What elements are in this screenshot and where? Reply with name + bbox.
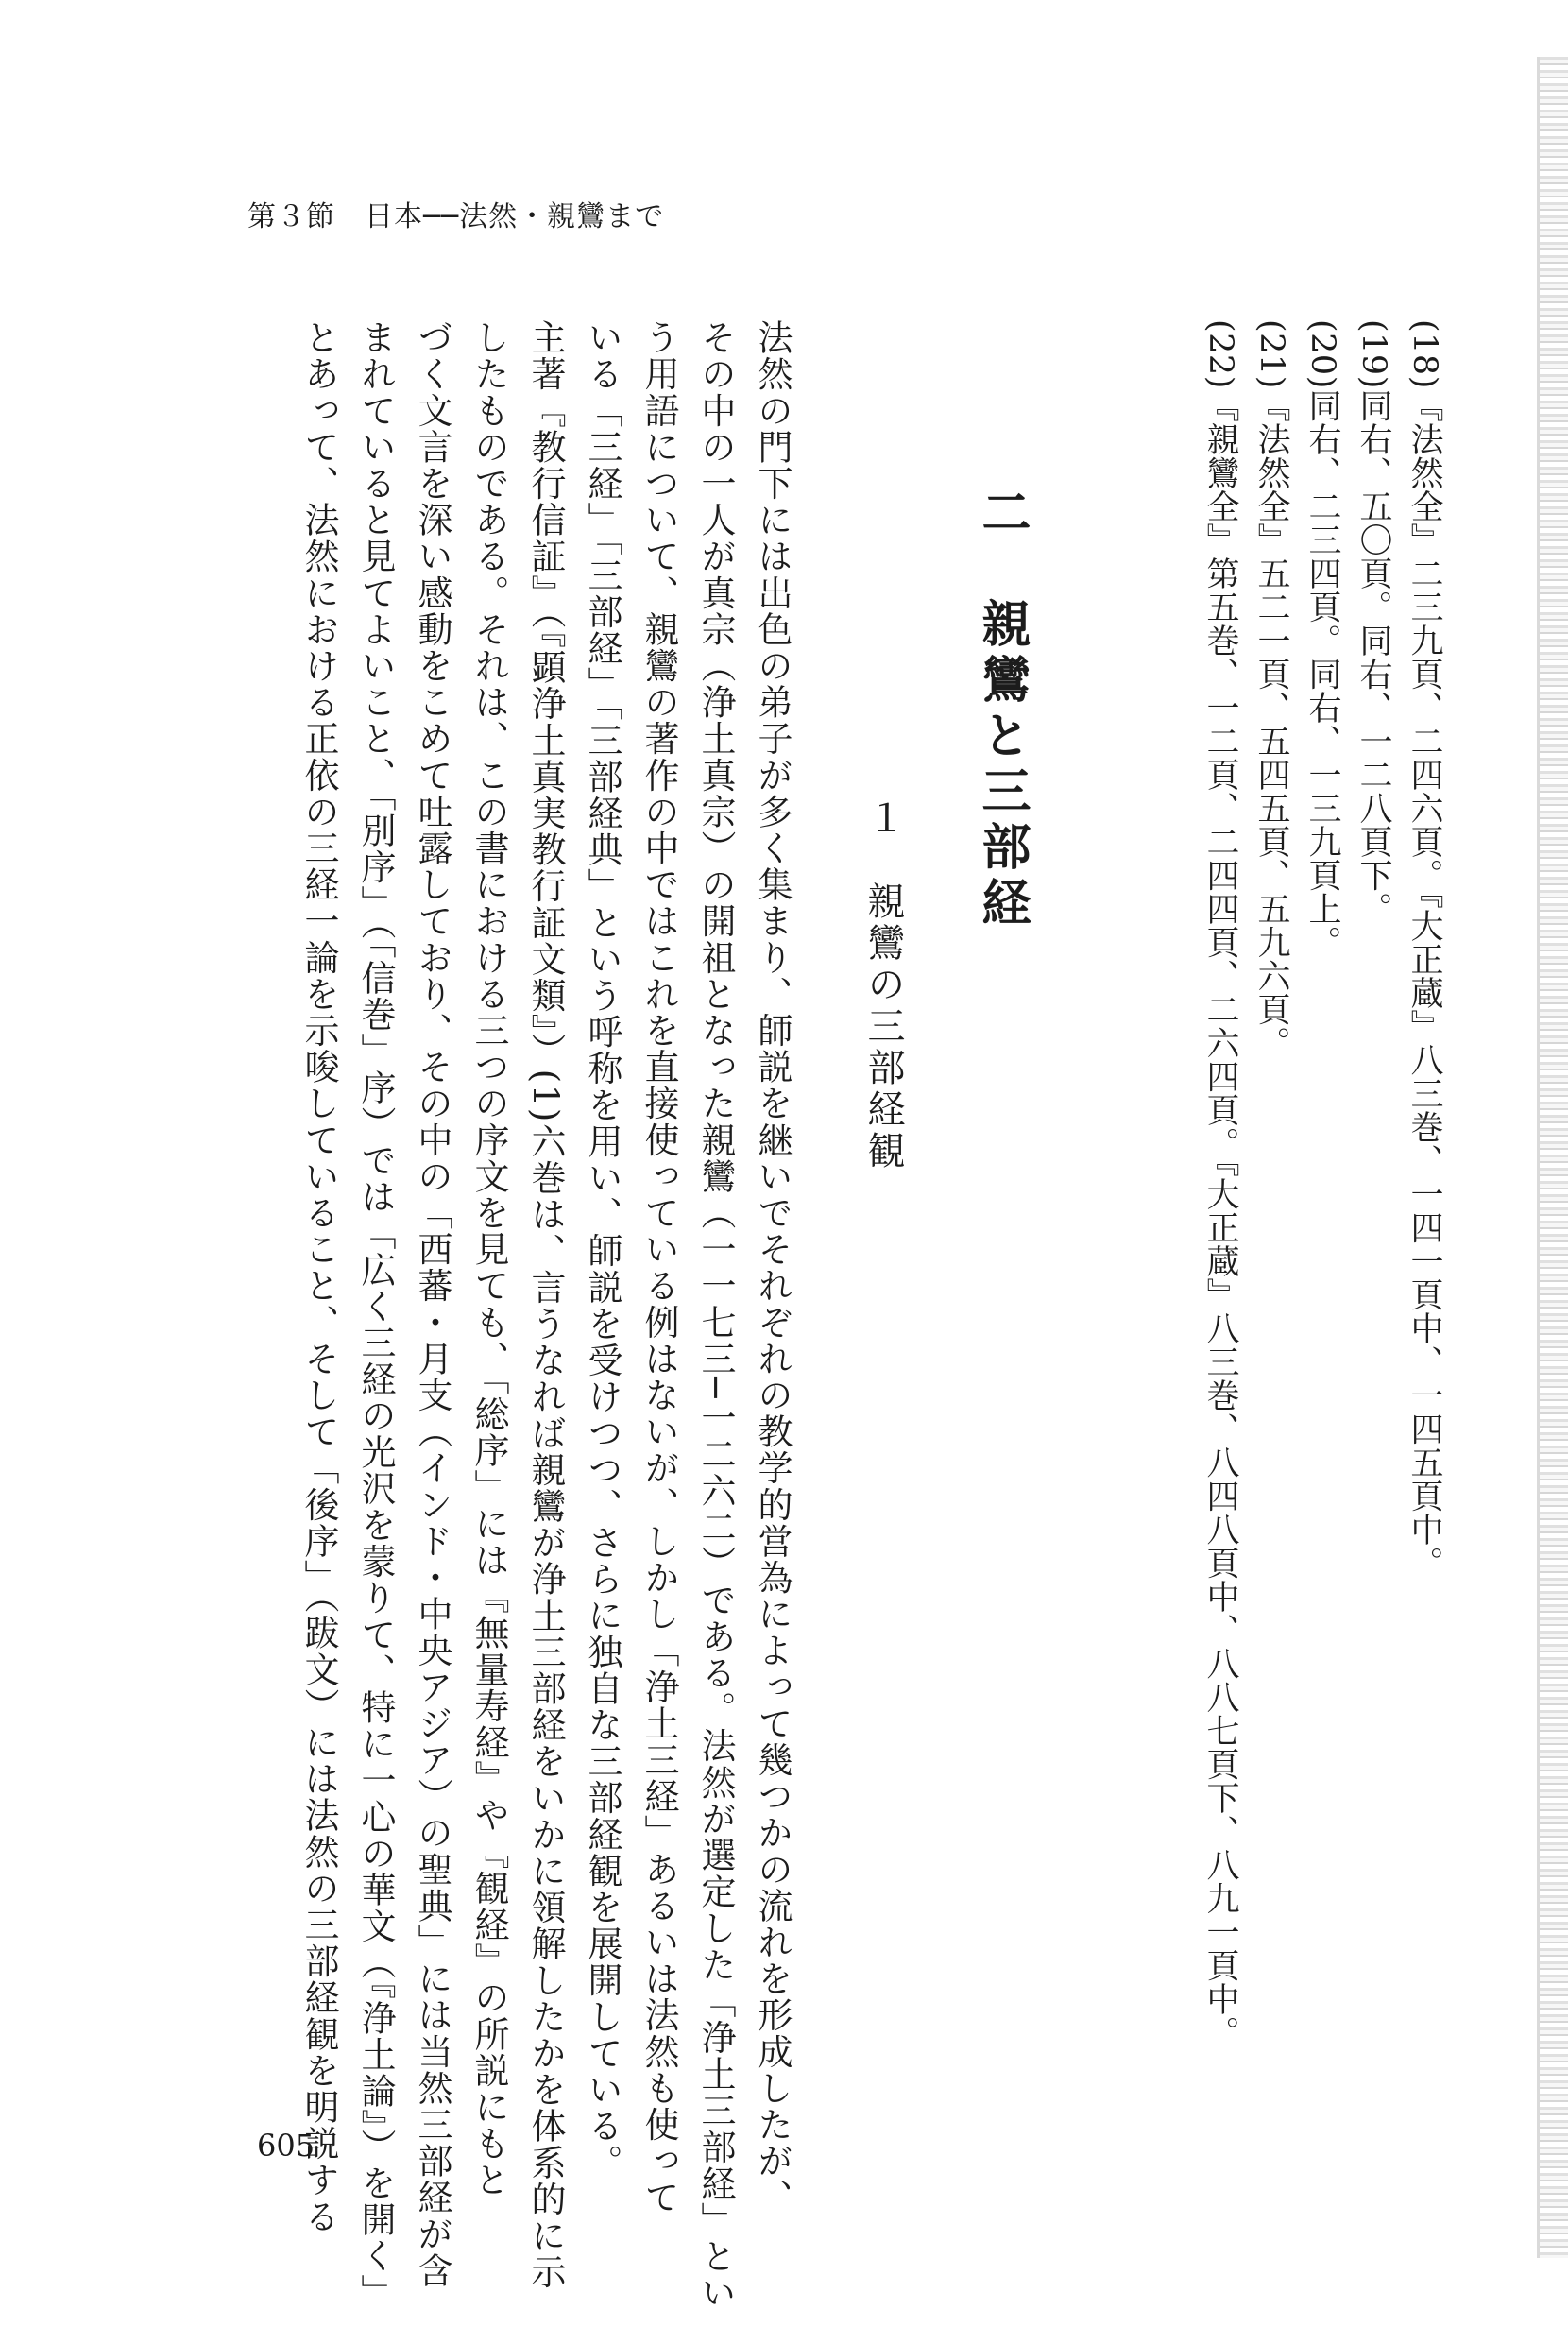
subsection-title: １ 親鸞の三部経観 [861, 798, 905, 1172]
body-line-1: 法然の門下には出色の弟子が多く集まり、師説を継いでそれぞれの教学的営為によって幾つかの流れを形成したが、 [752, 319, 793, 2216]
footnote-18: (18)『法然全』二三九頁、二四六頁。『大正蔵』八三巻、一四一頁中、一四五頁中。 [1406, 319, 1443, 1581]
footnote-20: (20)同右、二三四頁。同右、一三九頁上。 [1304, 319, 1341, 960]
scan-edge [1540, 57, 1568, 2258]
body-line-3: う用語について、親鸞の著作の中ではこれを直接使っている例はないが、しかし「浄土三経」あるいは法然も使って [639, 319, 679, 2216]
body-line-9: とあって、法然における正依の三経一論を示唆していること、そして「後序」（跋文）には法然の三部経観を明説する [298, 319, 339, 2235]
footnote-21: (21)『法然全』五二一頁、五四五頁、五九六頁。 [1253, 319, 1290, 1060]
footnote-19: (19)同右、五〇頁。同右、一二八頁下。 [1355, 319, 1392, 926]
body-line-5: 主著『教行信証』（『顕浄土真実教行証文類』）(1)六巻は、言うなれば親鸞が浄土三部経をいかに領解したかを体系的に示 [525, 319, 566, 2291]
section-title: 二 親鸞と三部経 [973, 487, 1031, 932]
body-line-8: まれていると見てよいこと、「別序」（「信巻」序）では「広く三経の光沢を蒙りて、特に一心の華文（『浄土論』）を開く」 [355, 319, 396, 2311]
body-line-4: いる「三経」「三部経」「三部経典」という呼称を用い、師説を受けつつ、さらに独自な三部経観を展開している。 [582, 319, 622, 2181]
running-header: 第３節 日本──法然・親鸞まで [247, 200, 665, 233]
body-line-2: その中の一人が真宗（浄土真宗）の開祖となった親鸞（一一七三─一二六二）である。法然が選定した「浄土三部経」とい [695, 319, 736, 2312]
body-line-7: づく文言を深い感動をこめて吐露しており、その中の「西蕃・月支（インド・中央アジア）の聖典」には当然三部経が含 [412, 319, 452, 2289]
scan-edge-line [1537, 57, 1540, 2258]
body-line-6: したものである。それは、この書における三つの序文を見ても、「総序」には『無量寿経』や『観経』の所説にもと [469, 319, 509, 2199]
footnote-22: (22)『親鸞全』第五巻、一二頁、二四四頁、二六四頁。『大正蔵』八三巻、八四八頁中、八八七頁下、八九一頁中。 [1202, 319, 1239, 2050]
page-number: 605 [257, 2128, 315, 2164]
